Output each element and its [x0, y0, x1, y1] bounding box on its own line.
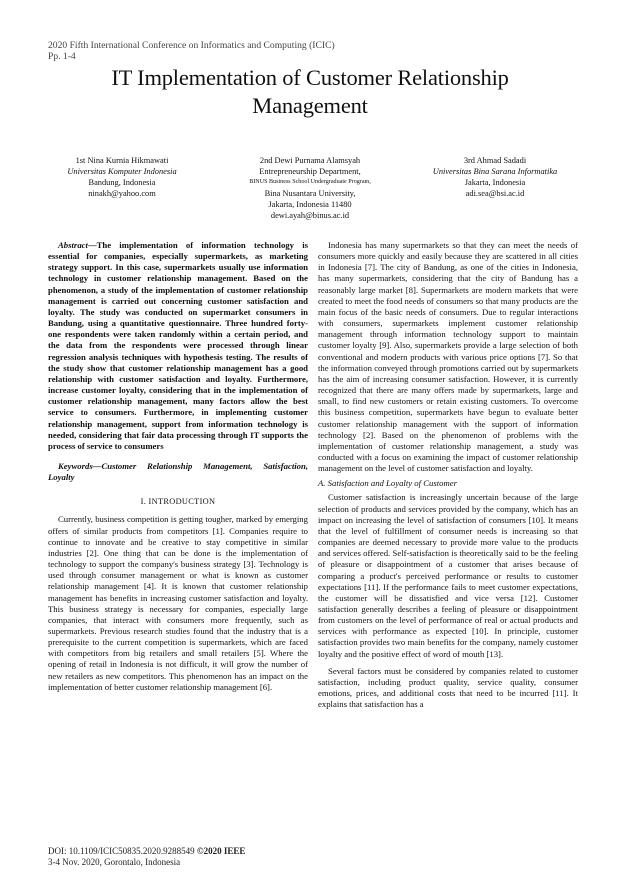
author-name: 1st Nina Kurnia Hikmawati [75, 156, 169, 165]
keywords-text: —Customer Relationship Management, Satisfaction, Loyalty [48, 460, 308, 483]
copyright: ©2020 IEEE [196, 846, 246, 856]
keywords-label: Keywords [58, 460, 93, 471]
body-paragraph-3: Several factors must be considered by companies related to customer satisfaction, including product quality, service quality, consumer emotions, prices, and additional costs that need to be incurred [11]. It explains that satisfaction has a [318, 665, 578, 710]
author-location: Bandung, Indonesia [88, 178, 156, 188]
author-block-1 [47, 155, 197, 199]
author-email[interactable]: adi.sea@bsi.ac.id [465, 189, 525, 199]
section-heading-introduction: I. INTRODUCTION [140, 497, 216, 507]
right-column [318, 240, 578, 710]
footer-location: 3-4 Nov. 2020, Gorontalo, Indonesia [48, 857, 181, 867]
subsection-heading: A. Satisfaction and Loyalty of Customer [318, 478, 457, 489]
author-affiliation: Universitas Bina Sarana Informatika [432, 167, 558, 177]
body-paragraph-2: Customer satisfaction is increasingly uncertain because of the large selection of products and services provided by the company, which has an impact on increasing the level of satisfaction of consumers [10]. It means that the level of fulfillment of consumer needs is increasing so that companies are deemed necessary to provide more value to the products and services offered. Self-satisfaction is theoretically said to be the feeling of pleasure or disappointment of a customer that arises because of comparing a product's perceived performance or results to customer expectations [11]. If the performance fails to meet customer expectations, the customer will be dissatisfied and vice versa [12]. Customer satisfaction generally describes a feeling of pleasure or disappointment from customers on the level of performance of real or actual products and services with performance as expected [10]. In principle, customer satisfaction provides two main benefits for the company, namely customer loyalty and the positive effect of word of mouth [13]. [318, 492, 578, 659]
title-line-2: Management [252, 93, 368, 118]
conference-name: 2020 Fifth International Conference on Informatics and Computing (ICIC) [48, 40, 335, 51]
paper-title [40, 64, 580, 120]
author-affiliation: Universitas Komputer Indonesia [67, 167, 177, 177]
abstract-text: —The implementation of information technology is essential for companies, especially supermarkets, as marketing strategy support. In this case, supermarkets usually use information technology in customer relationship management. Based on the phenomenon, a study of the implementation of customer relationship management is carried out concerning customer satisfaction and loyalty. The study was conducted on supermarket consumers in Bandung, using a quantitative questionnaire. Three hundred forty-one respondents were taken randomly within a certain period, and the data from the respondents were processed through linear regression analysis techniques with hypothesis testing. The results of the study show that customer relationship management has a good relationship with customer satisfaction and loyalty. Furthermore, increase customer loyalty, considering that in the implementation of customer relationship management, many factors allow the best service to consumers. Furthermore, in implementing customer relationship management, support from information technology is needed, considering that fair data processing through IT supports the process of service to consumers [48, 240, 308, 451]
author-program: BINUS Business School Undergraduate Program, [249, 179, 371, 186]
abstract [48, 240, 308, 452]
left-column [48, 240, 308, 693]
doi[interactable]: DOI: 10.1109/ICIC50835.2020.9288549 [48, 846, 195, 856]
keywords [48, 461, 308, 483]
author-email[interactable]: ninakh@yahoo.com [88, 189, 156, 199]
intro-paragraph: Currently, business competition is getting tougher, marked by emerging offers of similar products from competitors [1]. Companies require to continue to innovate and be creative to stay competitive in similar industries [2]. One thing that can be done is the implementation of technology to support the company's business strategy [3]. Technology is used through consumer management or what is known as customer relationship management [4]. It is known that customer relationship management has benefits in increasing customer satisfaction and loyalty. This business strategy is necessary for companies, especially large companies, that interact with consumers more frequently, such as supermarkets. Previous research studies found that the industry that is a prerequisite to the current competition is supermarkets, which are faced with competitors from big retailers and small retailers [5]. Where the opening of retail in Indonesia is not difficult, it will grow the number of new retailers as new competitors. This phenomenon has an impact on the implementation of better customer relationship management [6]. [48, 514, 308, 692]
title-line-1: IT Implementation of Customer Relationship [111, 65, 509, 90]
author-block-2 [235, 155, 385, 222]
body-paragraph-1: Indonesia has many supermarkets so that they can meet the needs of consumers more quickly and easily because they are scattered in all cities in Indonesia [7]. The city of Bandung, as one of the cities in Indonesia, has many supermarkets, considering that the city of Bandung has a reasonably large market [8]. Supermarkets are modern markets that were created to meet the food needs of consumers so that many products are the main focus of the basic needs of consumers. Due to regular interactions with consumers, supermarkets implement customer relationship management through information technology support to maintain customer loyalty [9]. Also, supermarkets provide a large selection of both conventional and modern products with various price options [7]. So that the information conveyed through promotions carried out by supermarkets has the aim of increasing consumer satisfaction. However, it is currently recognized that there are many offers made by supermarkets, large and small, to find new customers or retain existing customers. To overcome this business competition, supermarkets have begun to evaluate better customer relationship management with the support of information technology [2]. Based on the phenomenon of problems with the implementation of customer relationship management, a study was conducted with a focus on examining the impact of customer relationship management on the level of customer satisfaction and loyalty. [318, 240, 578, 474]
author-location: Jakarta, Indonesia [464, 178, 526, 188]
footer-doi-line [48, 846, 245, 857]
page-range: Pp. 1-4 [48, 51, 76, 62]
author-name: 3rd Ahmad Sadadi [463, 156, 527, 165]
author-affiliation: Bina Nusantara University, [264, 189, 356, 199]
author-block-3 [420, 155, 570, 199]
author-email[interactable]: dewi.ayah@binus.ac.id [270, 211, 350, 221]
author-department: Entrepreneurship Department, [259, 167, 361, 177]
author-name: 2nd Dewi Purnama Alamsyah [259, 156, 361, 165]
author-location: Jakarta, Indonesia 11480 [268, 200, 352, 210]
abstract-label: Abstract [58, 240, 88, 250]
